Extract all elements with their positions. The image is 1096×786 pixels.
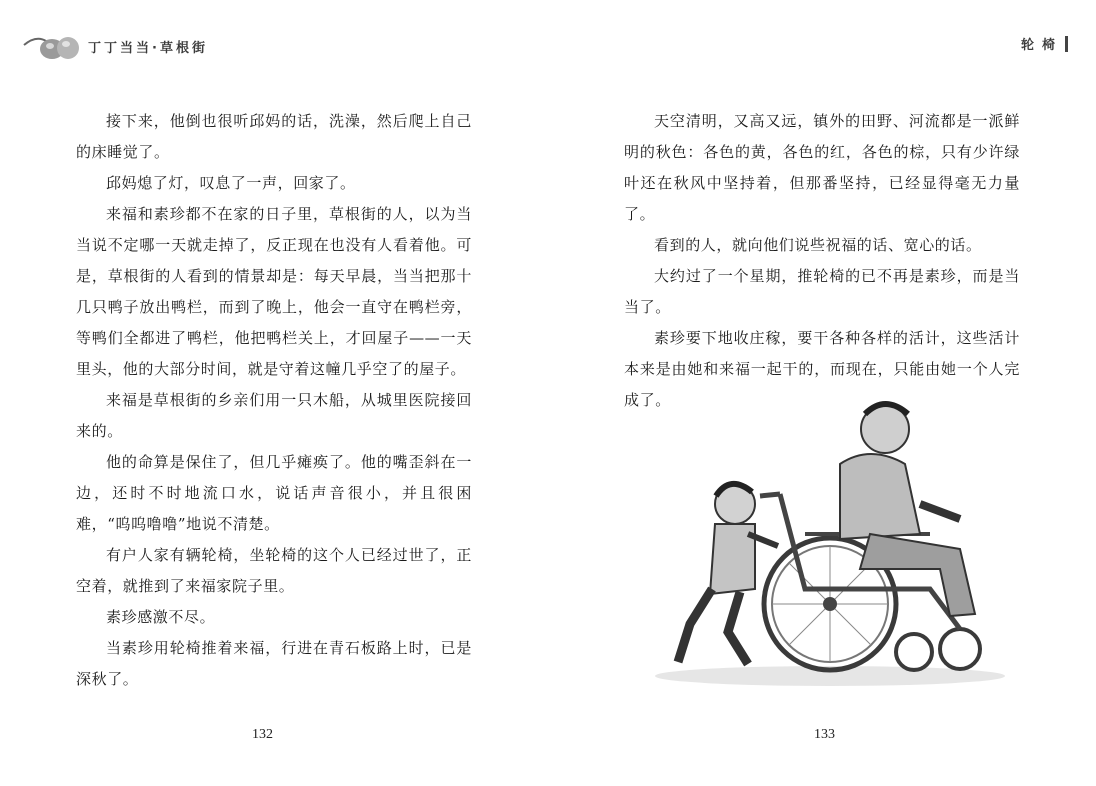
- right-page: [548, 0, 1096, 786]
- paragraph: 他的命算是保住了，但几乎瘫痪了。他的嘴歪斜在一边，还时不时地流口水，说话声音很小，并且很困难，“呜呜噜噜”地说不清楚。: [76, 453, 472, 533]
- chapter-title: 轮椅: [1020, 38, 1063, 53]
- wheelchair-illustration: [630, 384, 1014, 694]
- left-body-text: [76, 106, 472, 695]
- series-header: [22, 28, 208, 64]
- paragraph: 素珍感激不尽。: [106, 608, 216, 626]
- paragraph: 来福是草根街的乡亲们用一只木船，从城里医院接回来的。: [76, 391, 472, 440]
- right-body-text: [624, 106, 1020, 416]
- paragraph: 来福和素珍都不在家的日子里，草根街的人，以为当当说不定哪一天就走掉了，反正现在也没有人看着他。可是，草根街的人看到的情景却是：每天早晨，当当把那十几只鸭子放出鸭栏，而到了晚上，他会一直守在鸭栏旁，等鸭们全都进了鸭栏，他把鸭栏关上，才回屋子——一天里头，他的大部分时间，就是守着这幢几乎空了的屋子。: [76, 205, 472, 378]
- paragraph: 邱妈熄了灯，叹息了一声，回家了。: [106, 174, 356, 192]
- paragraph: 当素珍用轮椅推着来福，行进在青石板路上时，已是深秋了。: [76, 639, 472, 688]
- gourd-logo-icon: [22, 29, 82, 63]
- page-number-left: 132: [252, 727, 273, 742]
- chapter-header: [1021, 34, 1068, 53]
- paragraph: 接下来，他倒也很听邱妈的话，洗澡，然后爬上自己的床睡觉了。: [76, 112, 472, 161]
- series-title: 丁丁当当·草根街: [88, 40, 208, 56]
- paragraph: 天空清明，又高又远，镇外的田野、河流都是一派鲜明的秋色：各色的黄，各色的红，各色的棕，只有少许绿叶还在秋风中坚持着，但那番坚持，已经显得毫无力量了。: [624, 112, 1020, 223]
- header-bar-icon: [1065, 36, 1068, 52]
- paragraph: 素珍要下地收庄稼，要干各种各样的活计，这些活计本来是由她和来福一起干的，而现在，只能由她一个人完成了。: [624, 329, 1020, 409]
- paragraph: 看到的人，就向他们说些祝福的话、宽心的话。: [654, 236, 982, 254]
- paragraph: 大约过了一个星期，推轮椅的已不再是素珍，而是当当了。: [624, 267, 1020, 316]
- page-number-right: 133: [814, 727, 835, 742]
- paragraph: 有户人家有辆轮椅，坐轮椅的这个人已经过世了，正空着，就推到了来福家院子里。: [76, 546, 472, 595]
